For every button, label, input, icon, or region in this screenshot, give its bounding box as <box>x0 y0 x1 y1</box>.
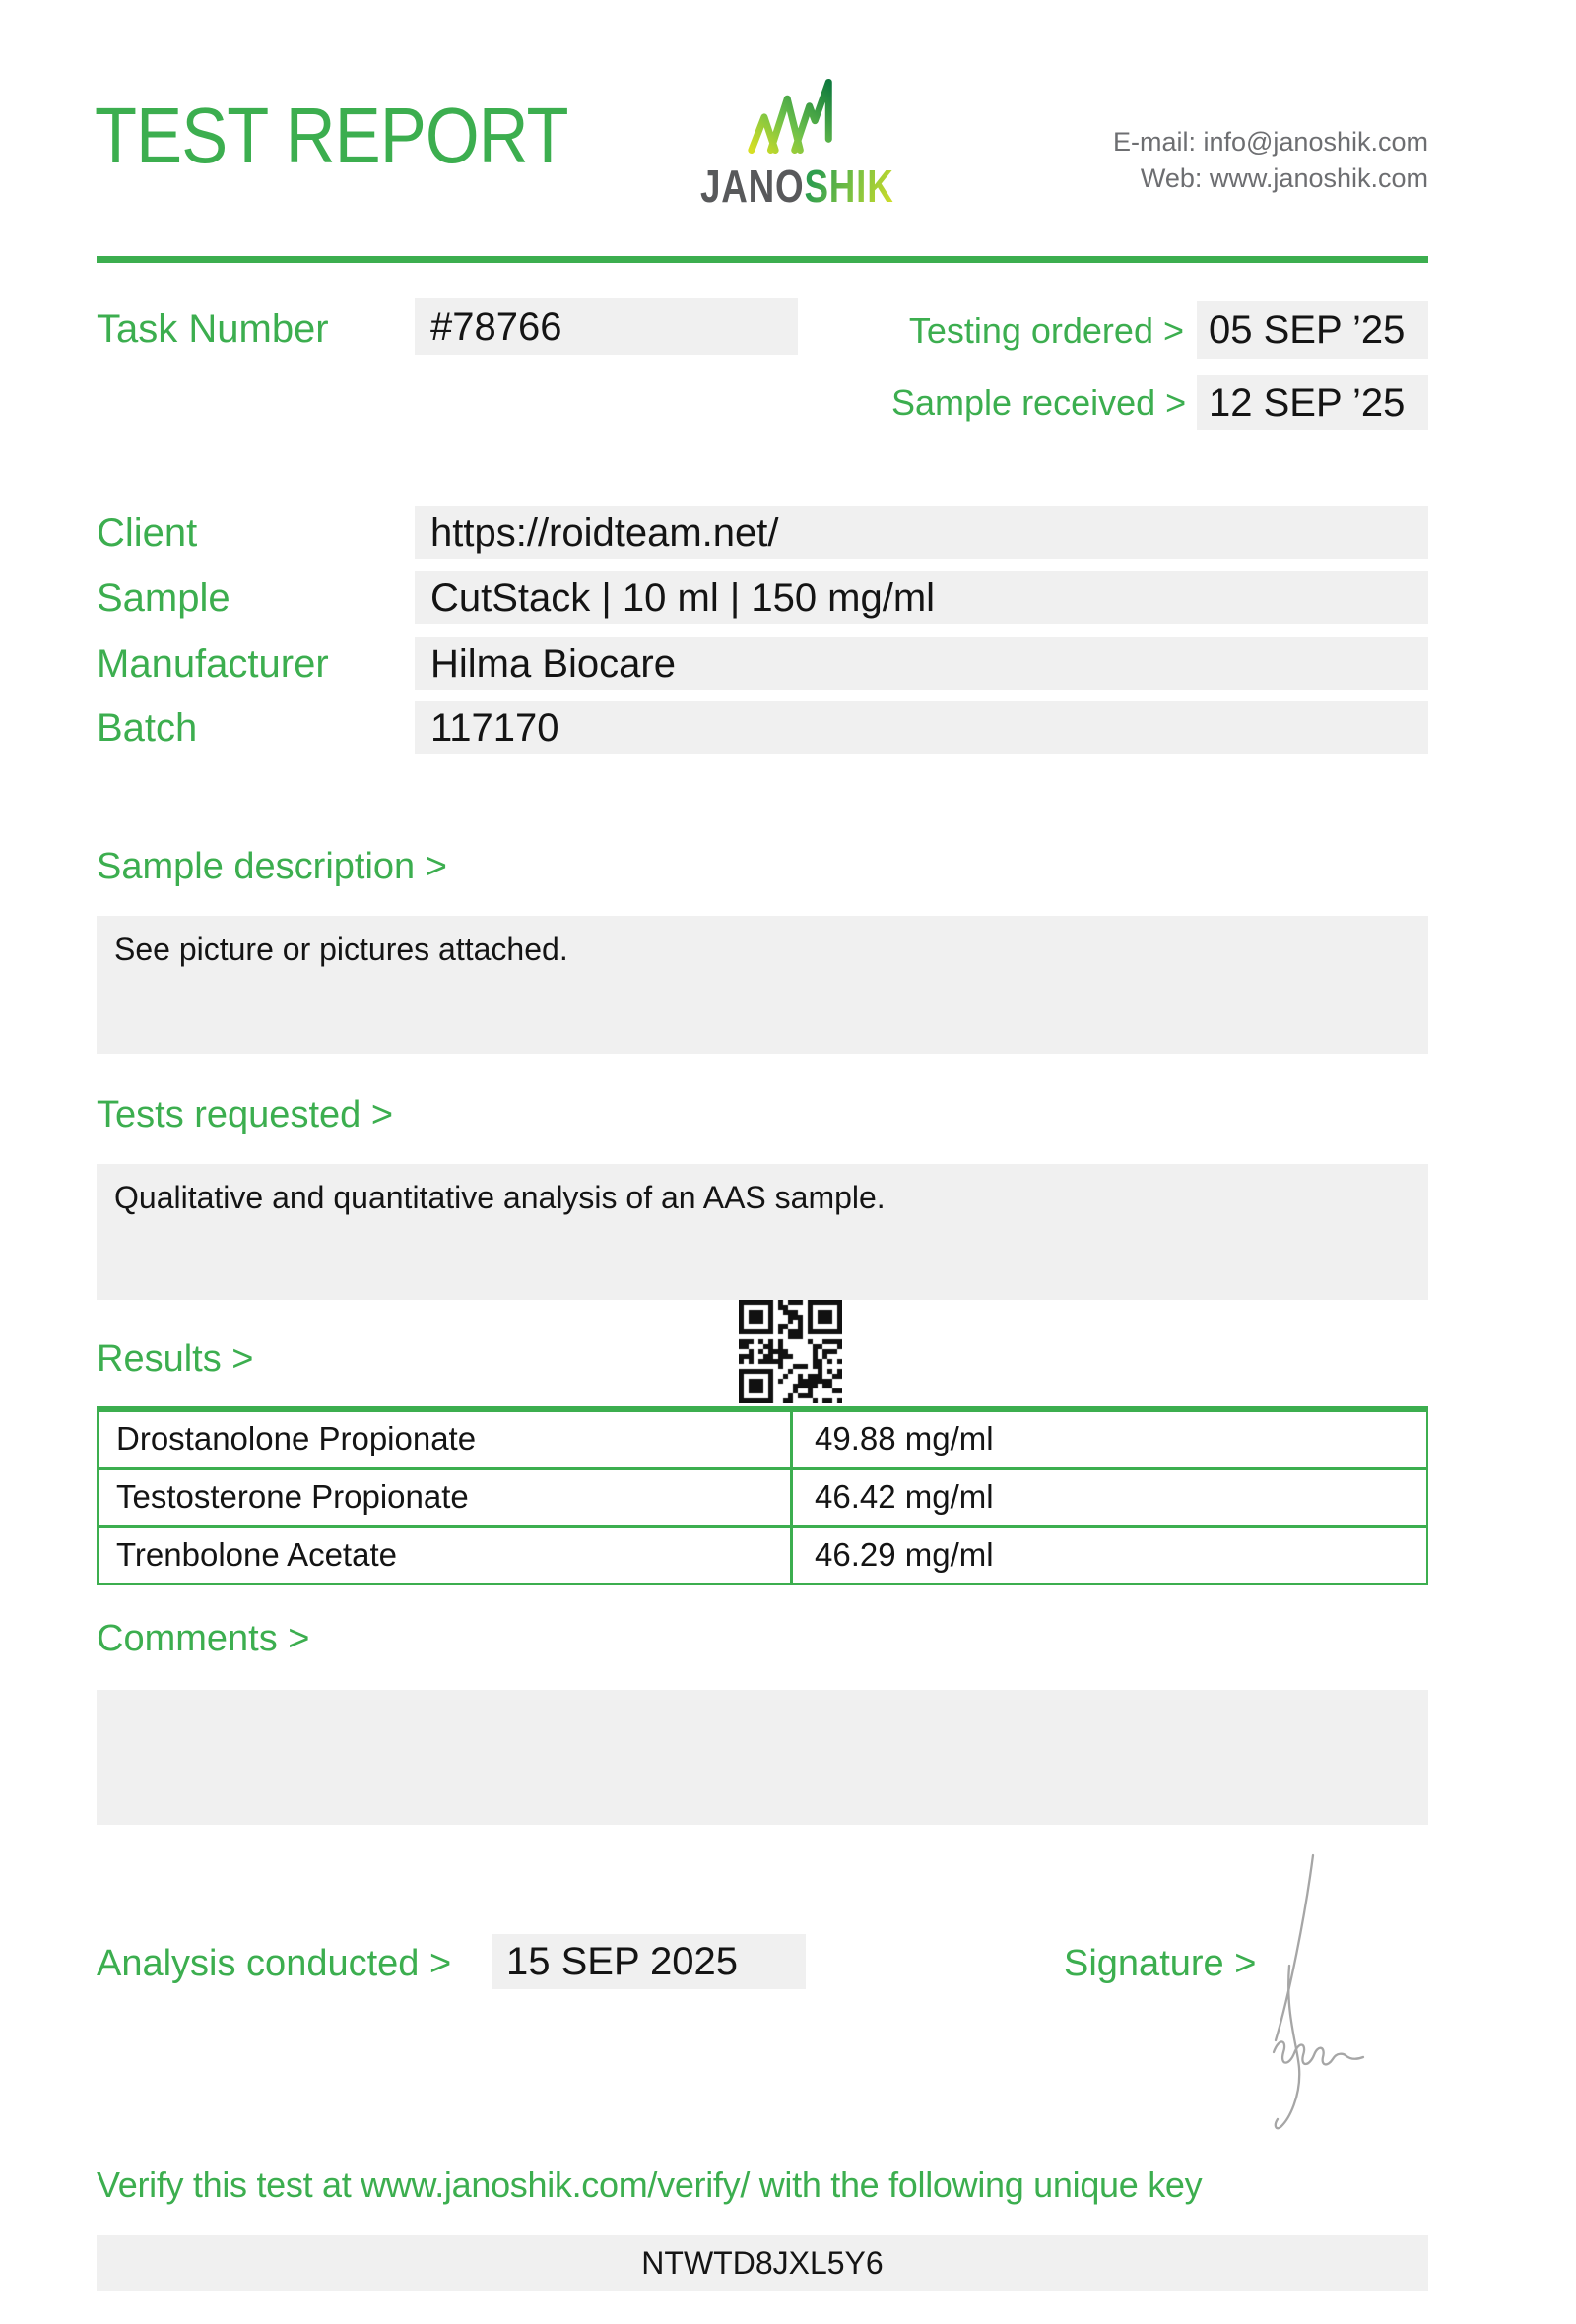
sample-description-text: See picture or pictures attached. <box>114 932 568 967</box>
table-row <box>98 1528 1426 1583</box>
client-label: Client <box>97 511 198 554</box>
tests-requested-heading: Tests requested > <box>97 1094 394 1135</box>
analysis-conducted-value: 15 SEP 2025 <box>492 1934 806 1989</box>
manufacturer-value: Hilma Biocare <box>415 637 1428 690</box>
chart-growth-icon <box>744 75 838 158</box>
logo-text-shik: SHIK <box>804 161 894 212</box>
contact-email: E-mail: info@janoshik.com <box>1112 127 1428 157</box>
results-heading: Results > <box>97 1338 254 1380</box>
analysis-conducted-label: Analysis conducted > <box>97 1943 452 1984</box>
header-divider <box>97 256 1428 263</box>
result-concentration: 49.88 mg/ml <box>815 1420 994 1456</box>
signature-label: Signature > <box>1064 1943 1257 1984</box>
batch-label: Batch <box>97 706 198 749</box>
janoshik-logo <box>678 75 904 213</box>
signature-scribble <box>1226 1847 1433 2143</box>
task-number-value: #78766 <box>415 298 798 355</box>
tests-requested-text: Qualitative and quantitative analysis of an AAS sample. <box>114 1180 886 1215</box>
sample-label: Sample <box>97 576 230 619</box>
result-substance: Testosterone Propionate <box>98 1470 793 1525</box>
verify-key: NTWTD8JXL5Y6 <box>97 2235 1428 2291</box>
sample-received-value: 12 SEP ’25 <box>1197 375 1428 430</box>
logo-wordmark <box>700 160 894 213</box>
contact-info <box>1113 124 1428 197</box>
result-substance: Trenbolone Acetate <box>98 1528 793 1583</box>
comments-box <box>97 1690 1428 1825</box>
results-table <box>97 1406 1428 1585</box>
result-concentration: 46.42 mg/ml <box>815 1478 994 1515</box>
batch-value: 117170 <box>415 701 1428 754</box>
qr-code <box>739 1300 842 1403</box>
logo-text-jano: JANO <box>700 161 805 212</box>
page-title: TEST REPORT <box>95 92 568 179</box>
table-row <box>98 1470 1426 1528</box>
sample-received-label: Sample received > <box>891 382 1187 422</box>
comments-heading: Comments > <box>97 1618 310 1659</box>
manufacturer-label: Manufacturer <box>97 642 329 685</box>
table-row <box>98 1412 1426 1470</box>
task-number-label: Task Number <box>97 307 329 351</box>
sample-value: CutStack | 10 ml | 150 mg/ml <box>415 571 1428 624</box>
sample-description-box <box>97 916 1428 1054</box>
result-substance: Drostanolone Propionate <box>98 1412 793 1467</box>
contact-web: Web: www.janoshik.com <box>1140 163 1428 193</box>
client-value: https://roidteam.net/ <box>415 506 1428 559</box>
tests-requested-box <box>97 1164 1428 1300</box>
verify-heading: Verify this test at www.janoshik.com/verify/ with the following unique key <box>97 2164 1203 2205</box>
testing-ordered-value: 05 SEP ’25 <box>1197 301 1428 359</box>
sample-description-heading: Sample description > <box>97 846 447 887</box>
testing-ordered-label: Testing ordered > <box>908 310 1184 351</box>
result-concentration: 46.29 mg/ml <box>815 1536 994 1573</box>
